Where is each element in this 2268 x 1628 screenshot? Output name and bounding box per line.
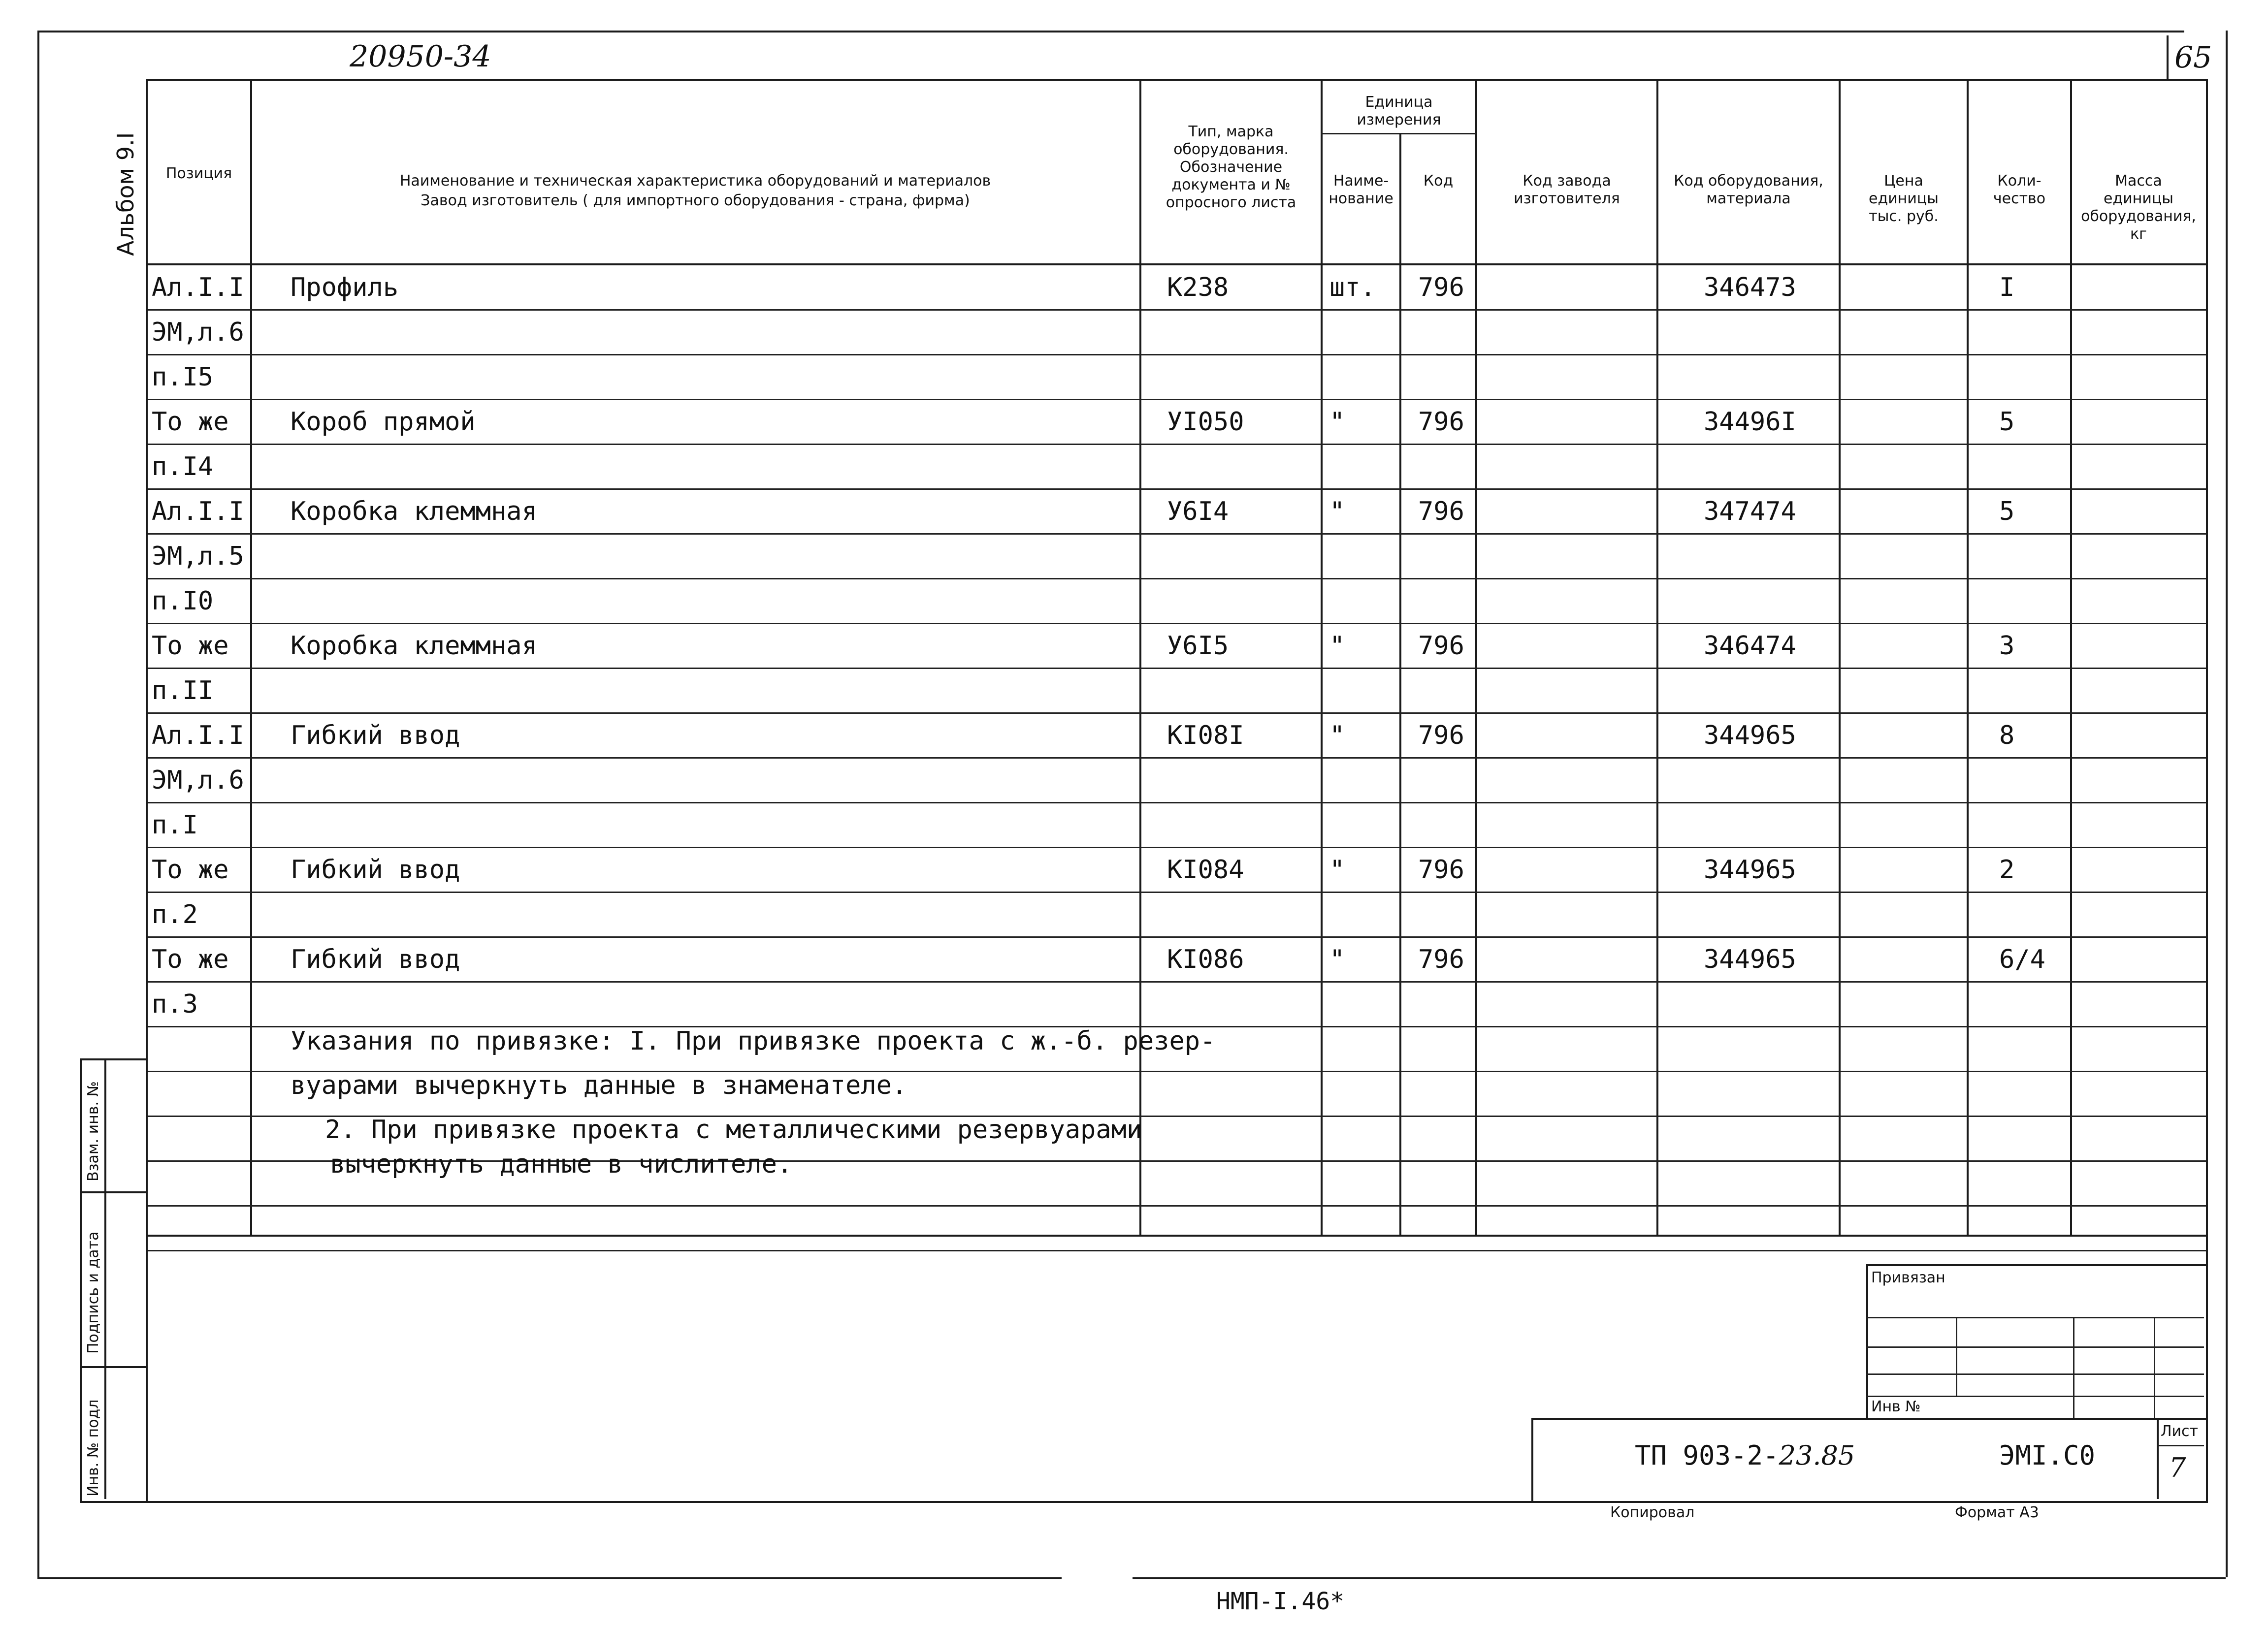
cell-position: ЭМ,л.6 [152, 318, 244, 347]
doc-code-hand: 23.85 [1779, 1440, 1855, 1471]
cell-material: 34496I [1704, 407, 1796, 437]
header-name-line1: Наименование и техническая характеристика оборудований и материалов [399, 172, 991, 190]
header-quantity [1969, 172, 2070, 208]
note-line-3: 2. При привязке проекта с металлическими резервуарами [325, 1115, 1142, 1145]
row-line [148, 712, 2206, 714]
header-mass-l1: Масса [2115, 172, 2162, 190]
header-unit-name-l2: нование [1328, 190, 1393, 207]
cell-position: ЭМ,л.6 [152, 766, 244, 795]
cell-quantity: 2 [1999, 855, 2015, 885]
cell-material: 346473 [1704, 273, 1796, 302]
row-line [148, 802, 2206, 803]
privyazan-col-1 [1956, 1317, 1957, 1396]
header-type-l2: оборудования. [1173, 141, 1289, 158]
header-unit-name-l1: Наиме- [1333, 172, 1389, 190]
cell-unit: " [1329, 497, 1345, 526]
header-mass-l4: кг [2130, 225, 2147, 243]
sheet-code: ЭМI.С0 [1999, 1440, 2096, 1471]
cell-type: УI050 [1167, 407, 1244, 437]
outer-frame-bottom-right [1133, 1577, 2226, 1579]
cell-position: п.3 [152, 990, 198, 1019]
cell-unit: " [1329, 407, 1345, 437]
cell-code: 796 [1418, 407, 1464, 437]
col-line-9 [2070, 79, 2072, 1236]
row-line [148, 578, 2206, 579]
header-quantity-l2: чество [1993, 190, 2046, 207]
header-mass-l2: единицы [2104, 190, 2173, 207]
cell-type: К238 [1167, 273, 1229, 302]
cell-material: 346474 [1704, 631, 1796, 661]
header-factory-code-l2: изготовителя [1514, 190, 1620, 207]
outer-frame-top [37, 31, 2184, 32]
cell-material: 344965 [1704, 721, 1796, 750]
cell-quantity: 5 [1999, 497, 2015, 526]
row-line [148, 757, 2206, 759]
privyazan-col-3 [2154, 1317, 2155, 1418]
cell-unit: " [1329, 855, 1345, 885]
doc-code-text: ТП 903-2- [1635, 1440, 1779, 1471]
list-divider-h [2157, 1445, 2204, 1446]
cell-code: 796 [1418, 721, 1464, 750]
col-line-8 [1967, 79, 1969, 1236]
cell-position: п.II [152, 676, 214, 705]
cell-position: ЭМ,л.5 [152, 542, 244, 571]
header-bottom-line [148, 263, 2206, 265]
doc-code-box [1531, 1418, 2206, 1501]
header-quantity-l1: Коли- [1997, 172, 2041, 190]
cell-quantity: 8 [1999, 721, 2015, 750]
cell-unit: " [1329, 945, 1345, 974]
header-type-l4: документа и № [1171, 176, 1291, 193]
row-line [148, 444, 2206, 445]
cell-name: Профиль [291, 273, 399, 302]
cell-code: 796 [1418, 497, 1464, 526]
cell-type: КI08I [1167, 721, 1244, 750]
cell-quantity: 5 [1999, 407, 2015, 437]
cell-material: 344965 [1704, 945, 1796, 974]
cell-position: п.I0 [152, 586, 214, 616]
row-line [148, 354, 2206, 355]
cell-code: 796 [1418, 855, 1464, 885]
page-number: 65 [2174, 40, 2212, 75]
cell-unit: " [1329, 631, 1345, 661]
cell-type: КI084 [1167, 855, 1244, 885]
cell-quantity: 3 [1999, 631, 2015, 661]
header-factory-code-l1: Код завода [1523, 172, 1611, 190]
cell-position: Ал.I.I [152, 721, 244, 750]
side-stamp-vzam: Взам. инв. № [85, 1081, 102, 1181]
row-line [148, 309, 2206, 311]
unit-group-line [1321, 133, 1476, 134]
header-material-code-l2: материала [1706, 190, 1791, 207]
cell-name: Гибкий ввод [291, 855, 460, 885]
row-line [148, 623, 2206, 624]
privyazan-col-2 [2073, 1317, 2074, 1418]
header-type [1141, 123, 1321, 212]
cell-quantity: I [1999, 273, 2015, 302]
table-bottom-line [148, 1235, 2206, 1237]
row-line [148, 1205, 2206, 1207]
row-line [148, 668, 2206, 669]
list-label: Лист [2161, 1423, 2199, 1440]
header-material-code [1658, 172, 1839, 208]
cell-position: То же [152, 855, 229, 885]
list-value: 7 [2169, 1452, 2186, 1483]
col-line-1 [250, 79, 252, 1236]
header-factory-code [1477, 172, 1656, 208]
col-line-2 [1139, 79, 1141, 1236]
row-line [148, 399, 2206, 400]
album-label: Альбом 9.I [112, 132, 139, 256]
header-price-l1: Цена [1884, 172, 1923, 190]
cell-position: п.I4 [152, 452, 214, 481]
privyazan-label: Привязан [1871, 1269, 1945, 1286]
row-line [148, 892, 2206, 893]
cell-position: Ал.I.I [152, 273, 244, 302]
header-mass-l3: оборудования, [2081, 208, 2196, 225]
side-stamp-h1 [80, 1191, 146, 1193]
cell-position: Ал.I.I [152, 497, 244, 526]
cell-name: Короб прямой [291, 407, 476, 437]
col-line-7 [1839, 79, 1841, 1236]
cell-position: п.I5 [152, 362, 214, 392]
side-stamp-h2 [80, 1366, 146, 1368]
row-line [148, 1250, 2206, 1251]
header-type-l5: опросного листа [1166, 194, 1296, 211]
cell-code: 796 [1418, 273, 1464, 302]
cell-name: Гибкий ввод [291, 945, 460, 974]
cell-name: Гибкий ввод [291, 721, 460, 750]
format-label: Формат А3 [1955, 1504, 2039, 1521]
side-stamp-divider [104, 1058, 106, 1499]
header-price-l3: тыс. руб. [1869, 208, 1939, 225]
cell-material: 347474 [1704, 497, 1796, 526]
cell-position: п.2 [152, 900, 198, 929]
outer-frame-bottom-left [37, 1577, 1062, 1579]
header-unit-group-l2: измерения [1357, 111, 1441, 128]
inv-no-label: Инв № [1871, 1398, 1921, 1415]
copied-label: Копировал [1610, 1504, 1695, 1521]
header-unit-code: Код [1423, 172, 1454, 190]
header-unit-name [1323, 172, 1399, 208]
cell-material: 344965 [1704, 855, 1796, 885]
col-line-6 [1656, 79, 1658, 1236]
row-line [148, 847, 2206, 848]
col-line-5 [1475, 79, 1477, 1236]
cell-name: Коробка клеммная [291, 497, 537, 526]
handwritten-number: 20950-34 [350, 39, 491, 74]
bottom-code: НМП-I.46* [1216, 1588, 1345, 1615]
note-line-2: вуарами вычеркнуть данные в знаменателе. [291, 1071, 907, 1100]
row-line [148, 488, 2206, 490]
cell-code: 796 [1418, 945, 1464, 974]
cell-type: У6I4 [1167, 497, 1229, 526]
cell-position: То же [152, 407, 229, 437]
cell-position: п.I [152, 810, 198, 840]
header-type-l1: Тип, марка [1188, 123, 1274, 140]
header-mass [2072, 172, 2205, 243]
header-price-l2: единицы [1869, 190, 1939, 207]
col-line-3 [1321, 79, 1323, 1236]
cell-position: То же [152, 945, 229, 974]
cell-code: 796 [1418, 631, 1464, 661]
cell-unit: шт. [1329, 273, 1376, 302]
header-unit-group [1323, 94, 1475, 129]
cell-position: То же [152, 631, 229, 661]
row-line [148, 981, 2206, 983]
cell-type: У6I5 [1167, 631, 1229, 661]
cell-unit: " [1329, 721, 1345, 750]
side-stamp-inv: Инв. № подл [85, 1399, 102, 1497]
cell-quantity: 6/4 [1999, 945, 2045, 974]
cell-type: КI086 [1167, 945, 1244, 974]
header-unit-group-l1: Единица [1365, 94, 1433, 111]
header-price [1841, 172, 1967, 225]
header-material-code-l1: Код оборудования, [1674, 172, 1823, 190]
header-position: Позиция [165, 165, 232, 182]
row-line [148, 936, 2206, 938]
col-line-4 [1399, 133, 1401, 1236]
header-type-l3: Обозначение [1179, 159, 1283, 176]
side-stamp-podpis: Подпись и дата [85, 1231, 102, 1354]
note-line-4: вычеркнуть данные в числителе. [330, 1149, 793, 1179]
cell-name: Коробка клеммная [291, 631, 537, 661]
row-line [148, 533, 2206, 535]
list-divider [2157, 1418, 2159, 1499]
header-name-line2: Завод изготовитель ( для импортного оборудования - страна, фирма) [421, 192, 970, 209]
note-line-1: Указания по привязке: I. При привязке проекта с ж.-б. резер- [291, 1026, 1216, 1056]
doc-code [1635, 1440, 1855, 1471]
